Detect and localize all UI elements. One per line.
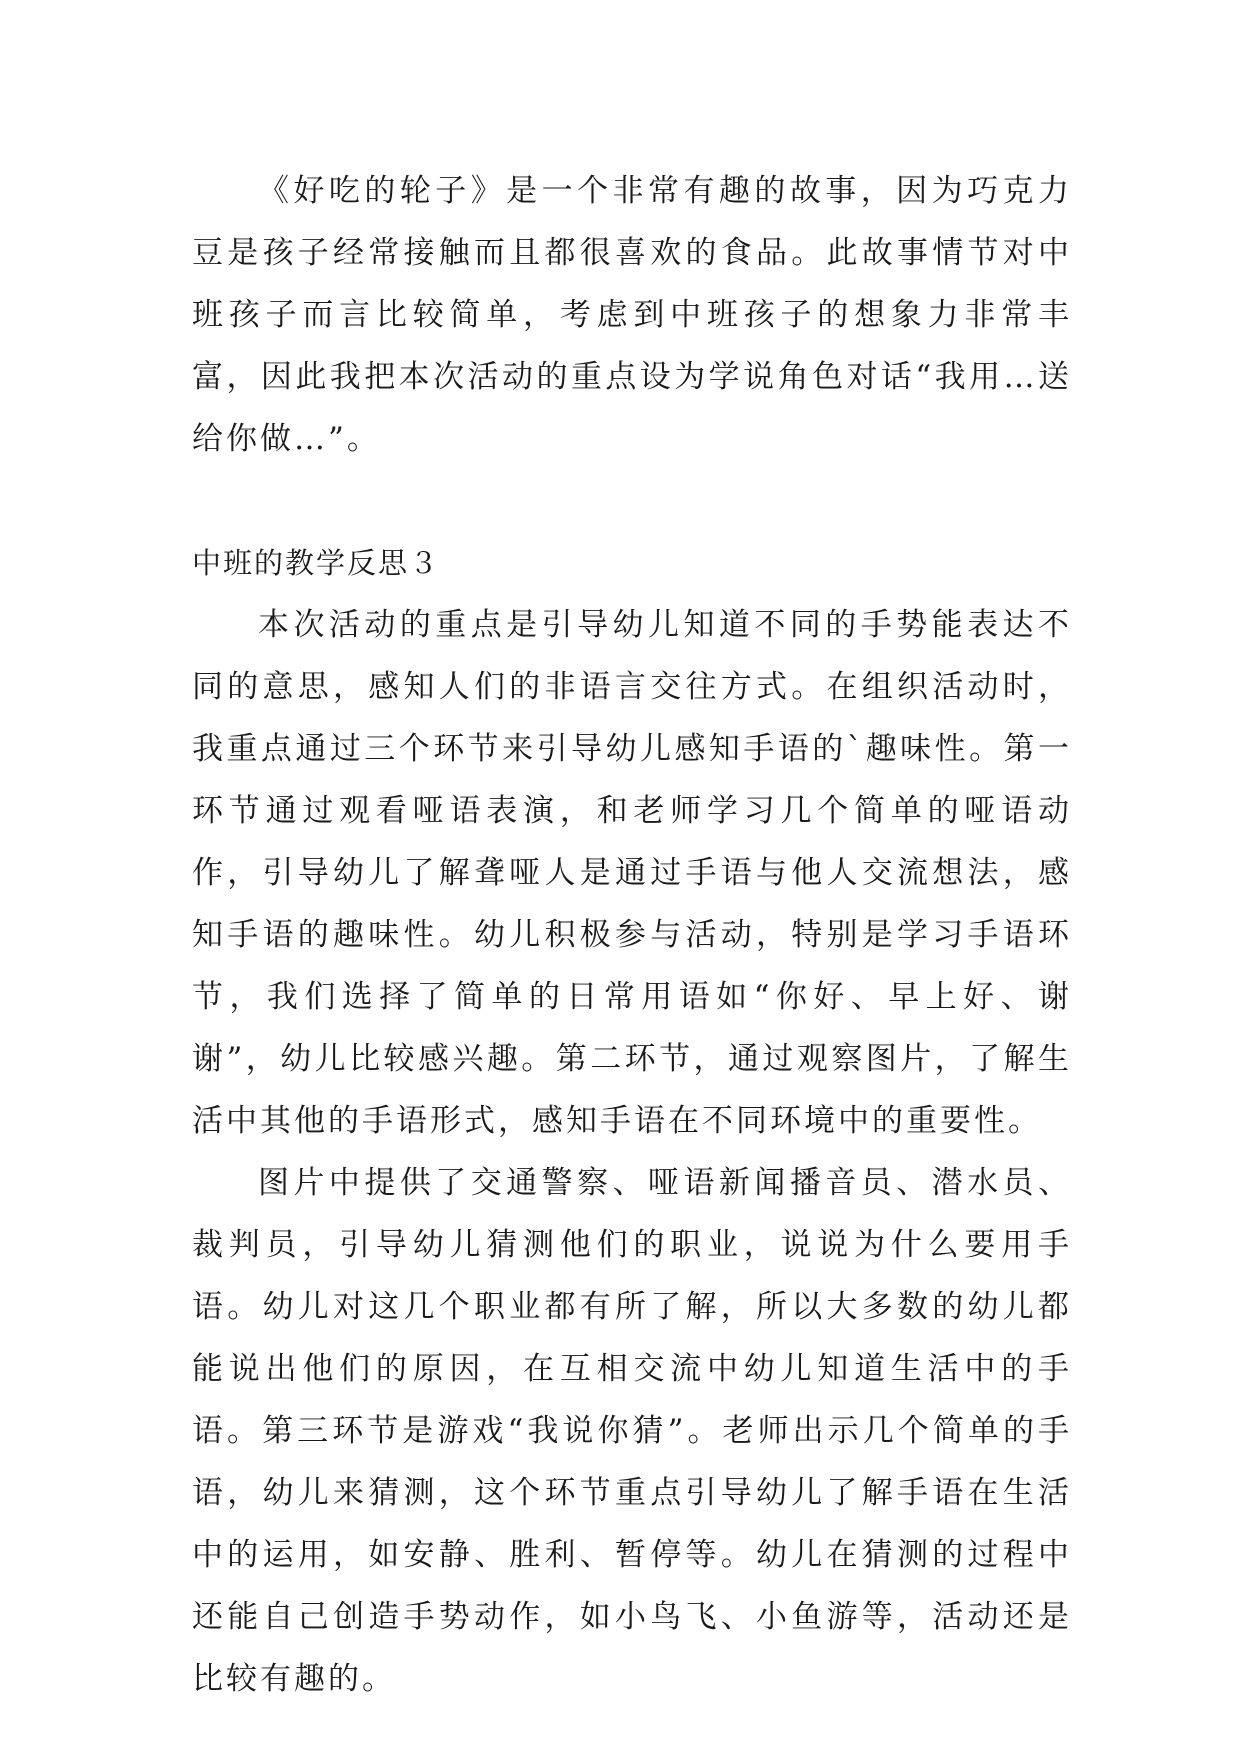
- paragraph-activity-pictures: 图片中提供了交通警察、哑语新闻播音员、潜水员、裁判员，引导幼儿猜测他们的职业，说说为什么要用手语。幼儿对这几个职业都有所了解，所以大多数的幼儿都能说出他们的原因，在互相交流中幼儿知道生活中的手语。第三环节是游戏“我说你猜”。老师出示几个简单的手语，幼儿来猜测，这个环节重点引导幼儿了解手语在生活中的运用，如安静、胜利、暂停等。幼儿在猜测的过程中还能自己创造手势动作，如小鸟飞、小鱼游等，活动还是比较有趣的。: [192, 1165, 1072, 1697]
- paragraph-story-intro: 《好吃的轮子》是一个非常有趣的故事，因为巧克力豆是孩子经常接触而且都很喜欢的食品。此故事情节对中班孩子而言比较简单，考虑到中班孩子的想象力非常丰富，因此我把本次活动的重点设为学说角色对话“我用…送给你做…”。: [192, 173, 1072, 457]
- document-body: [192, 160, 1072, 1710]
- paragraph-activity-focus: 本次活动的重点是引导幼儿知道不同的手势能表达不同的意思，感知人们的非语言交往方式。在组织活动时，我重点通过三个环节来引导幼儿感知手语的`趣味性。第一环节通过观看哑语表演，和老师学习几个简单的哑语动作，引导幼儿了解聋哑人是通过手语与他人交流想法，感知手语的趣味性。幼儿积极参与活动，特别是学习手语环节，我们选择了简单的日常用语如“你好、早上好、谢谢”，幼儿比较感兴趣。第二环节，通过观察图片，了解生活中其他的手语形式，感知手语在不同环境中的重要性。: [192, 607, 1072, 1139]
- section-title: 中班的教学反思３: [192, 546, 441, 580]
